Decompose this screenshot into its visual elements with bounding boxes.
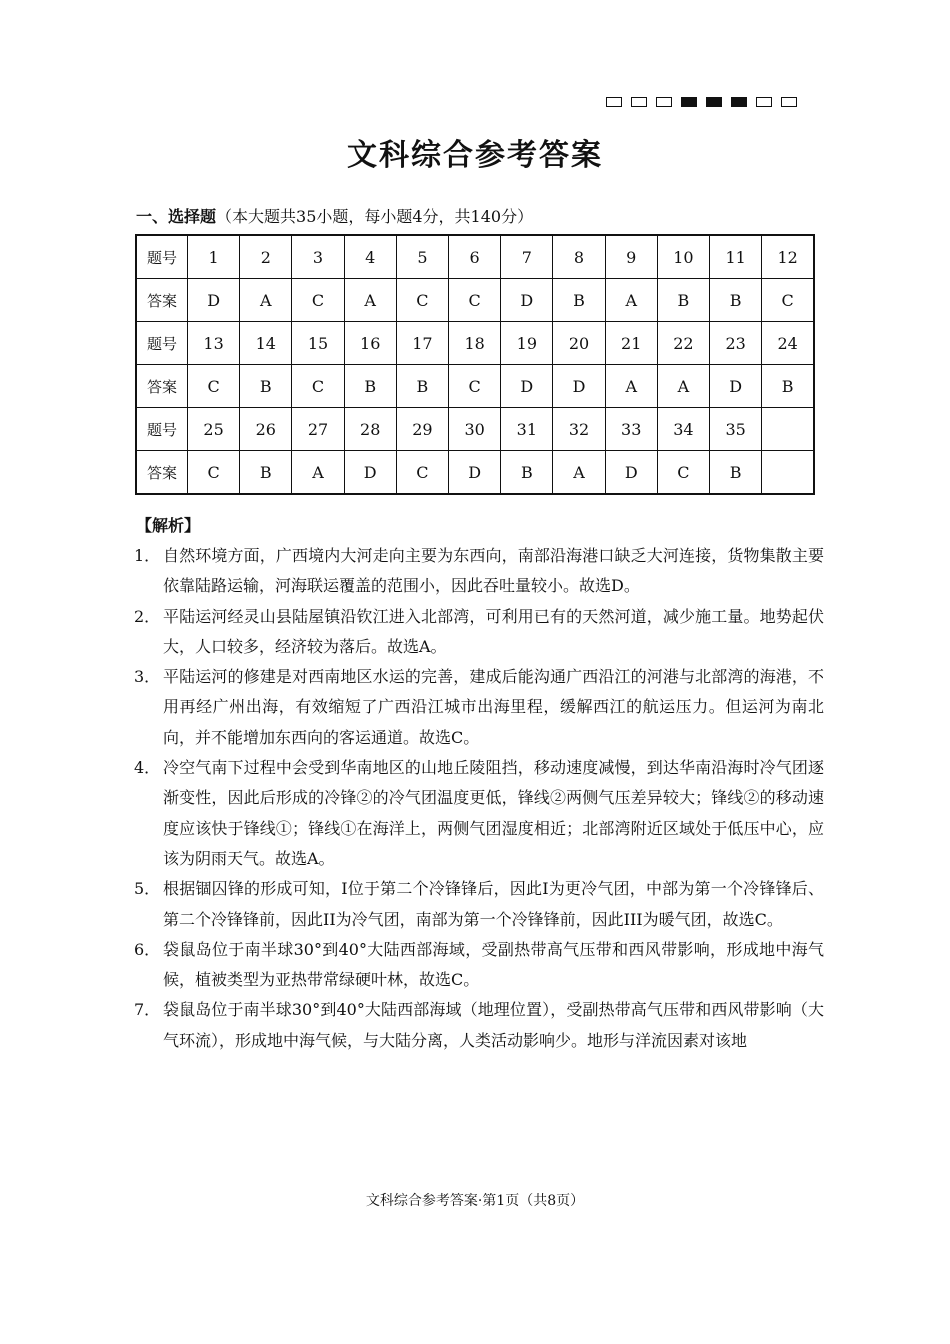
answer-cell: C (188, 451, 240, 495)
answer-cell: C (762, 279, 814, 322)
question-number-cell: 30 (449, 408, 501, 451)
question-number-cell (762, 408, 814, 451)
question-number-cell: 18 (449, 322, 501, 365)
page-title: 文科综合参考答案 (347, 138, 603, 173)
question-number-cell: 31 (501, 408, 553, 451)
explanation-item (134, 874, 824, 935)
question-number-cell: 21 (605, 322, 657, 365)
explanation-number: 6． (134, 939, 161, 959)
answer-cell: B (710, 279, 762, 322)
explanation-number: 4． (134, 758, 161, 778)
explanation-text: 袋鼠岛位于南半球30°到40°大陆西部海域（地理位置），受副热带高气压带和西风带影响（大气环流），形成地中海气候，与大陆分离，人类活动影响少。地形与洋流因素对该地 (163, 1000, 824, 1050)
answer-cell: C (292, 365, 344, 408)
section-title: 一、选择题 (136, 207, 217, 226)
question-number-cell: 3 (292, 235, 344, 279)
mark-box-filled (731, 97, 747, 107)
explanation-text: 平陆运河经灵山县陆屋镇沿钦江进入北部湾，可利用已有的天然河道，减少施工量。地势起伏大，人口较多，经济较为落后。故选A。 (163, 606, 824, 656)
answer-cell: A (344, 279, 396, 322)
row-header-cell: 答案 (136, 451, 188, 495)
mark-box-empty (781, 97, 797, 107)
answer-cell: A (605, 279, 657, 322)
question-number-cell: 1 (188, 235, 240, 279)
answer-cell: D (553, 365, 605, 408)
section-note: （本大题共35小题，每小题4分，共140分） (216, 207, 534, 226)
question-number-cell: 35 (710, 408, 762, 451)
question-number-cell: 6 (449, 235, 501, 279)
answer-cell: D (605, 451, 657, 495)
answer-cell (762, 451, 814, 495)
row-header-cell: 题号 (136, 322, 188, 365)
question-number-cell: 27 (292, 408, 344, 451)
question-number-cell: 2 (240, 235, 292, 279)
explanation-number: 2． (134, 606, 161, 626)
explanation-item (134, 541, 824, 602)
answer-cell: A (292, 451, 344, 495)
row-header-cell: 答案 (136, 365, 188, 408)
question-number-cell: 5 (396, 235, 448, 279)
answer-cell: D (501, 365, 553, 408)
section-heading (136, 204, 533, 227)
explanation-text: 自然环境方面，广西境内大河走向主要为东西向，南部沿海港口缺乏大河连接，货物集散主要依靠陆路运输，河海联运覆盖的范围小，因此吞吐量较小。故选D。 (163, 546, 824, 596)
answer-cell: B (240, 451, 292, 495)
explanation-item (134, 753, 824, 874)
question-number-cell: 15 (292, 322, 344, 365)
question-number-cell: 8 (553, 235, 605, 279)
question-number-cell: 28 (344, 408, 396, 451)
answer-table (135, 234, 815, 495)
explanation-text: 袋鼠岛位于南半球30°到40°大陆西部海域，受副热带高气压带和西风带影响，形成地中海气候，植被类型为亚热带常绿硬叶林，故选C。 (163, 939, 824, 990)
explanation-number: 7． (134, 1000, 161, 1020)
question-number-cell: 20 (553, 322, 605, 365)
mark-box-empty (606, 97, 622, 107)
explanation-number: 3． (134, 667, 161, 687)
question-number-cell: 11 (710, 235, 762, 279)
answer-cell: C (449, 365, 501, 408)
question-number-cell: 29 (396, 408, 448, 451)
question-number-cell: 33 (605, 408, 657, 451)
question-number-cell: 4 (344, 235, 396, 279)
question-number-cell: 12 (762, 235, 814, 279)
mark-box-empty (656, 97, 672, 107)
mark-box-filled (706, 97, 722, 107)
explanation-text: 平陆运河的修建是对西南地区水运的完善，建成后能沟通广西沿江的河港与北部湾的海港，不用再经广州出海，有效缩短了广西沿江城市出海里程，缓解西江的航运压力。但运河为南北向，并不能增加东西向的客运通道。故选C。 (163, 667, 824, 747)
row-header-cell: 题号 (136, 408, 188, 451)
answer-cell: C (292, 279, 344, 322)
answer-cell: C (396, 279, 448, 322)
answer-cell: B (501, 451, 553, 495)
question-number-cell: 32 (553, 408, 605, 451)
question-number-cell: 10 (657, 235, 709, 279)
answer-cell: A (553, 451, 605, 495)
row-header-cell: 答案 (136, 279, 188, 322)
header-marks (606, 97, 797, 107)
answer-cell: C (188, 365, 240, 408)
question-number-row (136, 408, 814, 451)
question-number-row (136, 322, 814, 365)
answer-row (136, 451, 814, 495)
answer-cell: D (501, 279, 553, 322)
question-number-cell: 19 (501, 322, 553, 365)
explanation-list (134, 541, 824, 1056)
answer-cell: D (449, 451, 501, 495)
question-number-cell: 14 (240, 322, 292, 365)
answer-cell: A (240, 279, 292, 322)
answer-cell: C (449, 279, 501, 322)
answer-cell: C (396, 451, 448, 495)
question-number-cell: 9 (605, 235, 657, 279)
explanation-item (134, 602, 824, 663)
answer-cell: D (710, 365, 762, 408)
question-number-cell: 16 (344, 322, 396, 365)
answer-cell: B (710, 451, 762, 495)
question-number-cell: 17 (396, 322, 448, 365)
mark-box-empty (756, 97, 772, 107)
explanation-item (134, 662, 824, 753)
question-number-row (136, 235, 814, 279)
explanation-text: 根据锢囚锋的形成可知，I位于第二个冷锋锋后，因此I为更冷气团，中部为第一个冷锋锋后、第二个冷锋锋前，因此II为冷气团，南部为第一个冷锋锋前，因此III为暖气团，故选C。 (163, 879, 824, 929)
question-number-cell: 24 (762, 322, 814, 365)
answer-row (136, 279, 814, 322)
row-header-cell: 题号 (136, 235, 188, 279)
answer-cell: A (605, 365, 657, 408)
answer-cell: A (657, 365, 709, 408)
question-number-cell: 26 (240, 408, 292, 451)
question-number-cell: 25 (188, 408, 240, 451)
answer-cell: B (344, 365, 396, 408)
explanation-text: 冷空气南下过程中会受到华南地区的山地丘陵阻挡，移动速度减慢，到达华南沿海时冷气团逐渐变性，因此后形成的冷锋②的冷气团温度更低，锋线②两侧气压差异较大；锋线②的移动速度应该快于锋线①；锋线①在海洋上，两侧气团湿度相近；北部湾附近区域处于低压中心，应该为阴雨天气。故选A。 (163, 758, 824, 868)
answer-row (136, 365, 814, 408)
answer-cell: B (657, 279, 709, 322)
question-number-cell: 22 (657, 322, 709, 365)
answer-cell: B (762, 365, 814, 408)
explanation-item (134, 935, 824, 996)
answer-cell: B (396, 365, 448, 408)
question-number-cell: 7 (501, 235, 553, 279)
explanation-number: 5． (134, 879, 161, 899)
answer-cell: D (188, 279, 240, 322)
question-number-cell: 23 (710, 322, 762, 365)
answer-cell: C (657, 451, 709, 495)
explanation-number: 1． (134, 546, 161, 565)
mark-box-filled (681, 97, 697, 107)
mark-box-empty (631, 97, 647, 107)
answer-table-body (136, 235, 814, 494)
answer-cell: B (553, 279, 605, 322)
answer-cell: B (240, 365, 292, 408)
explanation-item (134, 995, 824, 1056)
question-number-cell: 13 (188, 322, 240, 365)
question-number-cell: 34 (657, 408, 709, 451)
page-footer: 文科综合参考答案·第1页（共8页） (365, 1193, 585, 1209)
answer-cell: D (344, 451, 396, 495)
explanation-heading: 【解析】 (136, 516, 201, 535)
